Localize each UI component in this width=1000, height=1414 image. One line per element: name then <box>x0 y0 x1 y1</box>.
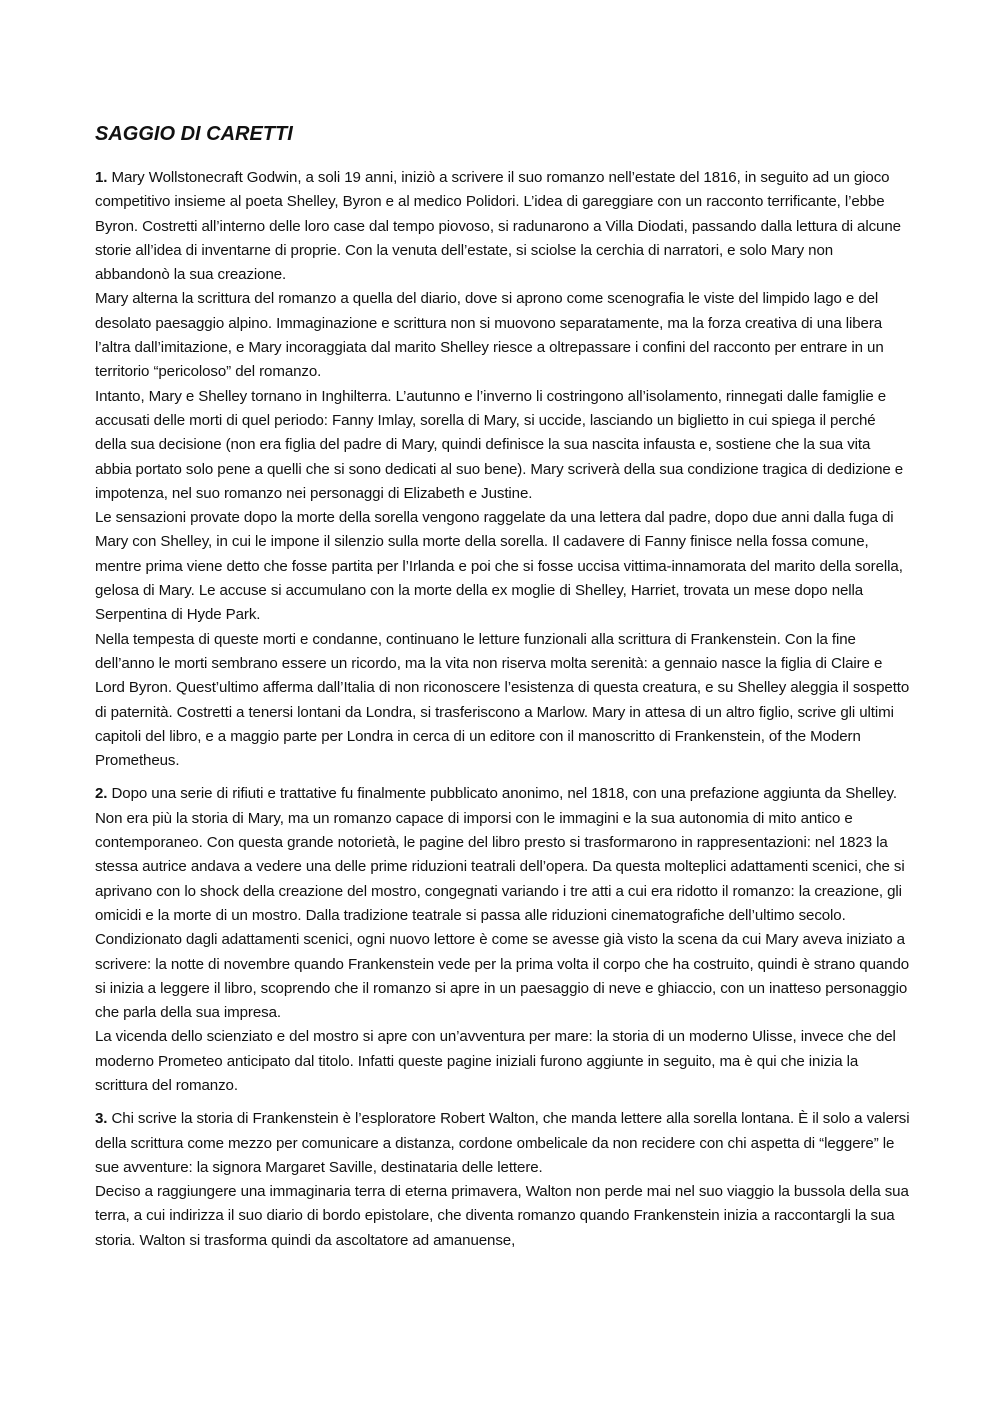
section-paragraph: Mary alterna la scrittura del romanzo a quella del diario, dove si aprono come scenografia le viste del limpido lago e del desolato paesaggio alpino. Immaginazione e scrittura non si muovono separatamente, ma la forza creativa di una libera l’altra dall’imitazione, e Mary incoraggiata dal marito Shelley riesce a oltrepassare i confini del racconto per entrare in un territorio “pericoloso” del romanzo. <box>95 290 884 381</box>
section-paragraph: Intanto, Mary e Shelley tornano in Inghilterra. L’autunno e l’inverno li costringono all’isolamento, rinnegati dalle famiglie e accusati delle morti di quel periodo: Fanny Imlay, sorella di Mary, si uccide, lasciando un biglietto in cui spiega il perché della sua decisione (non era figlia del padre di Mary, quindi definisce la sua nascita infausta e, sostiene che la sua vita abbia portato solo pene a quelli che si sono dedicati al suo bene). Mary scriverà della sua condizione tragica di dedizione e impotenza, nel suo romanzo nei personaggi di Elizabeth e Justine. <box>95 387 904 502</box>
paragraph-text: Dopo una serie di rifiuti e trattative fu finalmente pubblicato anonimo, nel 1818, con una prefazione aggiunta da Shelley. Non era più la storia di Mary, ma un romanzo capace di imporsi con le immagini e la sua autonomia di mito antico e contemporaneo. Con questa grande notorietà, le pagine del libro presto si trasformarono in rappresentazioni: nel 1823 la stessa autrice andava a vedere una delle prime riduzioni teatrali dell’opera. Da questa molteplici adattamenti scenici, che si aprivano con lo shock della creazione del mostro, congegnati variando i tre atti a cui era ridotto il romanzo: la creazione, gli omicidi e la morte di un mostro. Dalla tradizione teatrale si passa alle riduzioni cinematografiche dell’ultimo secolo. <box>95 785 905 924</box>
section-2 <box>95 782 910 1098</box>
section-number: 1. <box>95 169 108 186</box>
paragraph-text: Chi scrive la storia di Frankenstein è l’esploratore Robert Walton, che manda lettere alla sorella lontana. È il solo a valersi della scrittura come mezzo per comunicare a distanza, cordone ombelicale da non recidere con chi aspetta di “leggere” le sue avventure: la signora Margaret Saville, destinataria delle lettere. <box>95 1110 910 1176</box>
section-paragraph <box>95 166 910 287</box>
section-1 <box>95 166 910 773</box>
section-3 <box>95 1107 910 1253</box>
section-paragraph: Le sensazioni provate dopo la morte della sorella vengono raggelate da una lettera dal padre, dopo due anni dalla fuga di Mary con Shelley, in cui le impone il silenzio sulla morte della sorella. Il cadavere di Fanny finisce nella fossa comune, mentre prima viene detto che fosse partita per l’Irlanda e poi che si fosse uccisa vittima-innamorata del marito della sorella, gelosa di Mary. Le accuse si accumulano con la morte della ex moglie di Shelley, Harriet, trovata un mese dopo nella Serpentina di Hyde Park. <box>95 509 903 624</box>
section-paragraph: La vicenda dello scienziato e del mostro si apre con un’avventura per mare: la storia di un moderno Ulisse, invece che del moderno Prometeo anticipato dal titolo. Infatti queste pagine iniziali furono aggiunte in seguito, ma è qui che inizia la scrittura del romanzo. <box>95 1028 896 1094</box>
section-paragraph: Nella tempesta di queste morti e condanne, continuano le letture funzionali alla scrittura di Frankenstein. Con la fine dell’anno le morti sembrano essere un ricordo, ma la vita non riserva molta serenità: a gennaio nasce la figlia di Claire e Lord Byron. Quest’ultimo afferma dall’Italia di non riconoscere l’esistenza di questa creatura, e su Shelley aleggia il sospetto di paternità. Costretti a tenersi lontani da Londra, si trasferiscono a Marlow. Mary in attesa di un altro figlio, scrive gli ultimi capitoli del libro, e a maggio parte per Londra in cerca di un editore con il manoscritto di Frankenstein, of the Modern Prometheus. <box>95 630 910 770</box>
section-paragraph: Condizionato dagli adattamenti scenici, ogni nuovo lettore è come se avesse già visto la scena da cui Mary aveva iniziato a scrivere: la notte di novembre quando Frankenstein vede per la prima volta il corpo che ha costruito, quindi è strano quando si inizia a leggere il libro, scoprendo che il romanzo si apre in un paesaggio di neve e ghiaccio, con un inatteso personaggio che parla della sua impresa. <box>95 931 910 1022</box>
section-paragraph <box>95 782 910 928</box>
section-number: 3. <box>95 1110 108 1128</box>
paragraph-text: Mary Wollstonecraft Godwin, a soli 19 anni, iniziò a scrivere il suo romanzo nell’estate del 1816, in seguito ad un gioco competitivo insieme al poeta Shelley, Byron e al medico Polidori. L’idea di gareggiare con un racconto terrificante, l’ebbe Byron. Costretti all’interno delle loro case dal tempo piovoso, si radunarono a Villa Diodati, passando dalla lettura di alcune storie all’idea di inventarne di proprie. Con la venuta dell’estate, si sciolse la cerchia di narratori, e solo Mary non abbandonò la sua creazione. <box>95 169 901 284</box>
section-paragraph <box>95 1107 910 1180</box>
section-number: 2. <box>95 785 108 803</box>
section-paragraph: Deciso a raggiungere una immaginaria terra di eterna primavera, Walton non perde mai nel suo viaggio la bussola della sua terra, a cui indirizza il suo diario di bordo epistolare, che diventa romanzo quando Frankenstein inizia a raccontargli la sua storia. Walton si trasforma quindi da ascoltatore ad amanuense, <box>95 1183 909 1249</box>
document-page <box>95 120 910 1262</box>
document-title: SAGGIO DI CARETTI <box>95 123 293 145</box>
